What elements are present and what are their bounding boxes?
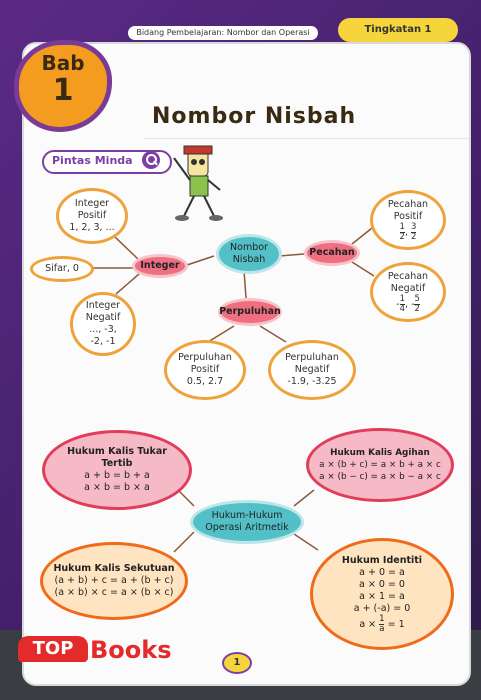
page-sheet <box>22 42 471 686</box>
laws-center-line1: Hukum-Hukum <box>211 510 283 521</box>
fraction-positive-values: $\frac{1}{2}$ , $\frac{3}{2}$ <box>399 221 417 242</box>
decimal-positive-line2: Positif <box>190 364 220 375</box>
chapter-label: Bab <box>41 51 85 75</box>
law-commutative-title: Hukum Kalis Tukar <box>67 446 167 457</box>
fraction-one-half <box>400 223 405 242</box>
frac-num: 3 <box>411 221 417 232</box>
integer-negative-line3: ..., -3, <box>89 324 117 335</box>
decimal-negative-line3: -1.9, -3.25 <box>287 376 337 387</box>
node-decimal-negative <box>268 340 356 400</box>
fraction-three-halves <box>411 223 416 242</box>
frac-den: 2 <box>414 303 420 314</box>
node-nombor-nisbah <box>216 234 282 274</box>
node-arithmetic-laws <box>190 500 304 544</box>
law-commutative-eq2: a × b = b × a <box>84 482 150 493</box>
frac-den: 2 <box>411 231 417 242</box>
law-distributive-eq2: a × (b − c) = a × b − a × c <box>319 472 441 482</box>
law-identity <box>310 538 454 650</box>
subject-area-bar <box>128 26 318 40</box>
frac-num: 1 <box>399 293 405 304</box>
decimal-negative-line2: Negatif <box>294 364 330 375</box>
node-pecahan <box>304 240 360 266</box>
integer-positive-line1: Integer <box>74 198 110 209</box>
decimal-positive-line3: 0.5, 2.7 <box>186 376 224 387</box>
fraction-positive-line1: Pecahan <box>387 198 429 210</box>
law-identity-eq5 <box>359 615 404 634</box>
integer-positive-line2: Positif <box>77 210 107 221</box>
fraction-negative-values <box>396 295 420 314</box>
minus-sign: - <box>396 298 400 310</box>
topbooks-logo-top: TOP <box>18 636 88 662</box>
integer-negative-line1: Integer <box>85 300 121 311</box>
integer-negative-line4: -2, -1 <box>90 336 116 347</box>
node-integer-label: Integer <box>140 260 180 271</box>
decimal-negative-line1: Perpuluhan <box>285 352 339 363</box>
frac-num: 5 <box>414 293 420 304</box>
node-integer-positive <box>56 188 128 244</box>
frac-num: 1 <box>399 221 405 232</box>
fraction-five-halves <box>414 295 419 314</box>
law-identity-eq4: a + (-a) = 0 <box>353 602 411 614</box>
law-identity-title: Hukum Identiti <box>341 554 423 566</box>
node-fraction-negative <box>370 262 446 322</box>
node-decimal-positive <box>164 340 246 400</box>
law-associative-title: Hukum Kalis Sekutuan <box>53 563 175 574</box>
zero-label: Sifar, 0 <box>45 263 79 274</box>
law-identity-eq5-left: a × <box>359 618 377 630</box>
law-identity-eq3: a × 1 = a <box>359 590 405 602</box>
law-identity-eq2: a × 0 = 0 <box>359 578 405 590</box>
frac-den: 2 <box>399 231 405 242</box>
law-commutative-title2: Tertib <box>101 458 133 469</box>
node-zero <box>30 256 94 282</box>
node-perpuluhan <box>218 298 282 326</box>
fraction-negative-line1: Pecahan <box>387 270 429 282</box>
fraction-one-over-a <box>379 615 384 634</box>
frac-num: 1 <box>379 613 385 624</box>
form-badge <box>338 18 458 42</box>
law-identity-eq1: a + 0 = a <box>359 566 405 578</box>
page-number: 1 <box>222 652 252 674</box>
form-badge-text: Tingkatan 1 <box>364 24 432 35</box>
fraction-positive-line2: Positif <box>393 210 423 222</box>
laws-center-line2: Operasi Aritmetik <box>205 522 289 533</box>
subject-area-text: Bidang Pembelajaran: Nombor dan Operasi <box>136 28 310 37</box>
node-integer-negative <box>70 292 136 356</box>
separator: , - <box>404 298 415 310</box>
law-commutative-eq1: a + b = b + a <box>84 470 150 481</box>
frac-den: a <box>379 623 385 634</box>
integer-negative-line2: Negatif <box>85 312 121 323</box>
pintas-minda-label: Pintas Minda <box>52 154 133 167</box>
chapter-number: 1 <box>52 73 74 108</box>
law-associative-eq1: (a + b) + c = a + (b + c) <box>54 575 174 586</box>
node-nombor-nisbah-label: Nombor Nisbah <box>230 242 268 265</box>
law-associative-eq2: (a × b) × c = a × (b × c) <box>54 587 174 598</box>
node-perpuluhan-label: Perpuluhan <box>219 306 281 317</box>
law-associative <box>40 542 188 620</box>
topbooks-logo-books: Books <box>90 636 172 664</box>
node-fraction-positive <box>370 190 446 250</box>
node-integer <box>132 254 188 278</box>
law-distributive-title: Hukum Kalis Agihan <box>330 448 430 458</box>
law-commutative <box>42 430 192 510</box>
law-distributive-eq1: a × (b + c) = a × b + a × c <box>319 460 441 470</box>
chapter-title: Nombor Nisbah <box>152 104 357 129</box>
law-distributive <box>306 428 454 502</box>
decimal-positive-line1: Perpuluhan <box>178 352 232 363</box>
fraction-negative-line2: Negatif <box>390 282 426 294</box>
law-identity-eq5-right: = 1 <box>387 618 405 630</box>
integer-positive-line3: 1, 2, 3, ... <box>69 222 115 233</box>
node-pecahan-label: Pecahan <box>309 247 355 258</box>
frac-den: 4 <box>399 303 405 314</box>
